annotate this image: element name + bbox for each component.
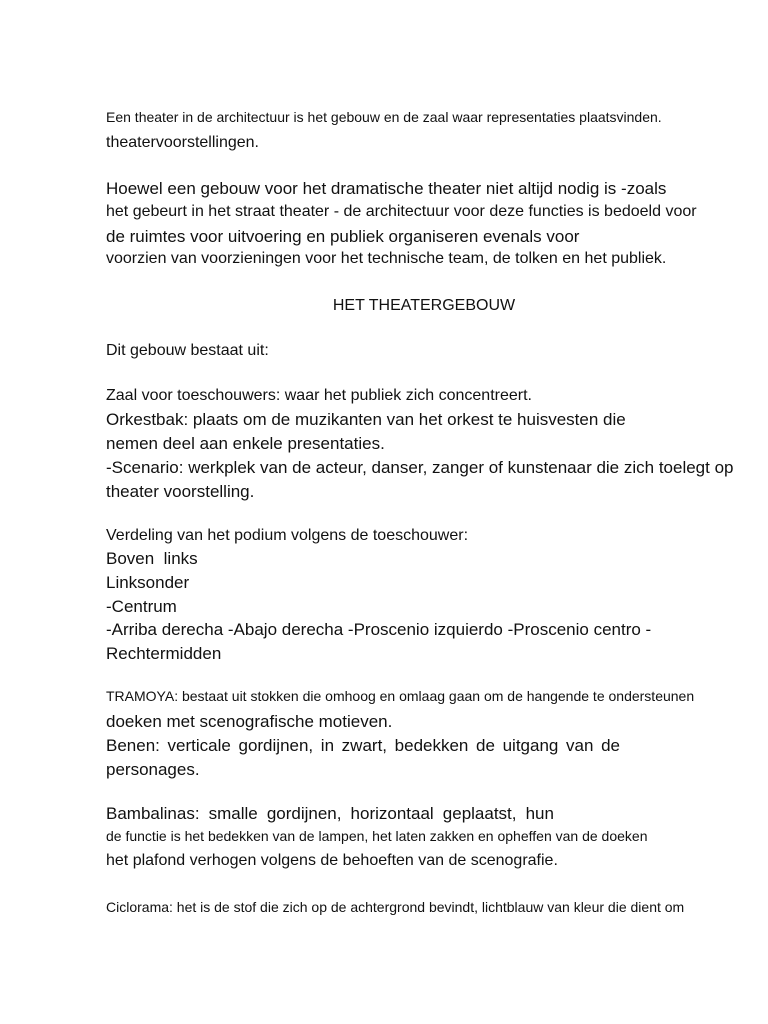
- section-heading: HET THEATERGEBOUW: [332, 297, 516, 314]
- word: bedekken: [394, 736, 469, 755]
- paragraph-line: Ciclorama: het is de stof die zich op de achtergrond bevindt, lichtblauw van kleur die dient om: [106, 899, 685, 915]
- word: de: [476, 736, 495, 755]
- paragraph-line: Hoewel een gebouw voor het dramatische theater niet altijd nodig is -zoals: [106, 179, 667, 198]
- paragraph-line: de ruimtes voor uitvoering en publiek organiseren evenals voor: [106, 227, 580, 246]
- word: in: [320, 736, 335, 755]
- paragraph-line: personages.: [106, 760, 200, 779]
- list-item: -Arriba derecha -Abajo derecha -Proscenio izquierdo -Proscenio centro -: [106, 620, 652, 639]
- paragraph-line: theater voorstelling.: [106, 482, 255, 501]
- list-item: Rechtermidden: [106, 644, 222, 663]
- paragraph-line: Zaal voor toeschouwers: waar het publiek zich concentreert.: [106, 387, 532, 404]
- word: de: [601, 736, 620, 755]
- paragraph-line: nemen deel aan enkele presentaties.: [106, 434, 385, 453]
- word: hun: [525, 804, 554, 823]
- word: verticale: [167, 736, 231, 755]
- paragraph-line: Verdeling van het podium volgens de toeschouwer:: [106, 527, 469, 544]
- paragraph-line: Een theater in de architectuur is het gebouw en de zaal waar representaties plaatsvinden.: [106, 109, 662, 125]
- justified-line-bambalinas: [106, 805, 554, 822]
- justified-line-benen: [106, 737, 620, 754]
- word: van: [566, 736, 594, 755]
- word: uitgang: [502, 736, 559, 755]
- paragraph-line: Orkestbak: plaats om de muzikanten van het orkest te huisvesten die: [106, 410, 626, 429]
- paragraph-line: TRAMOYA: bestaat uit stokken die omhoog en omlaag gaan om de hangende te ondersteunen: [106, 688, 695, 704]
- word: horizontaal: [350, 804, 434, 823]
- word: Bambalinas:: [106, 804, 200, 823]
- word: Benen:: [106, 736, 160, 755]
- paragraph-line: het plafond verhogen volgens de behoeften van de scenografie.: [106, 852, 558, 869]
- paragraph-line: theatervoorstellingen.: [106, 134, 259, 151]
- paragraph-line: Dit gebouw bestaat uit:: [106, 342, 269, 359]
- word: geplaatst,: [442, 804, 517, 823]
- list-item: Boven links: [106, 549, 198, 568]
- word: zwart,: [341, 736, 388, 755]
- paragraph-line: het gebeurt in het straat theater - de architectuur voor deze functies is bedoeld voor: [106, 203, 697, 220]
- paragraph-line: voorzien van voorzieningen voor het technische team, de tolken en het publiek.: [106, 250, 667, 267]
- paragraph-line: de functie is het bedekken van de lampen, het laten zakken en opheffen van de doeken: [106, 828, 648, 844]
- paragraph-line: doeken met scenografische motieven.: [106, 712, 393, 731]
- word: gordijnen,: [266, 804, 342, 823]
- list-item: Linksonder: [106, 573, 190, 592]
- paragraph-line: -Scenario: werkplek van de acteur, danser, zanger of kunstenaar die zich toelegt op: [106, 458, 734, 477]
- list-item: -Centrum: [106, 597, 177, 616]
- word: gordijnen,: [238, 736, 314, 755]
- word: smalle: [208, 804, 258, 823]
